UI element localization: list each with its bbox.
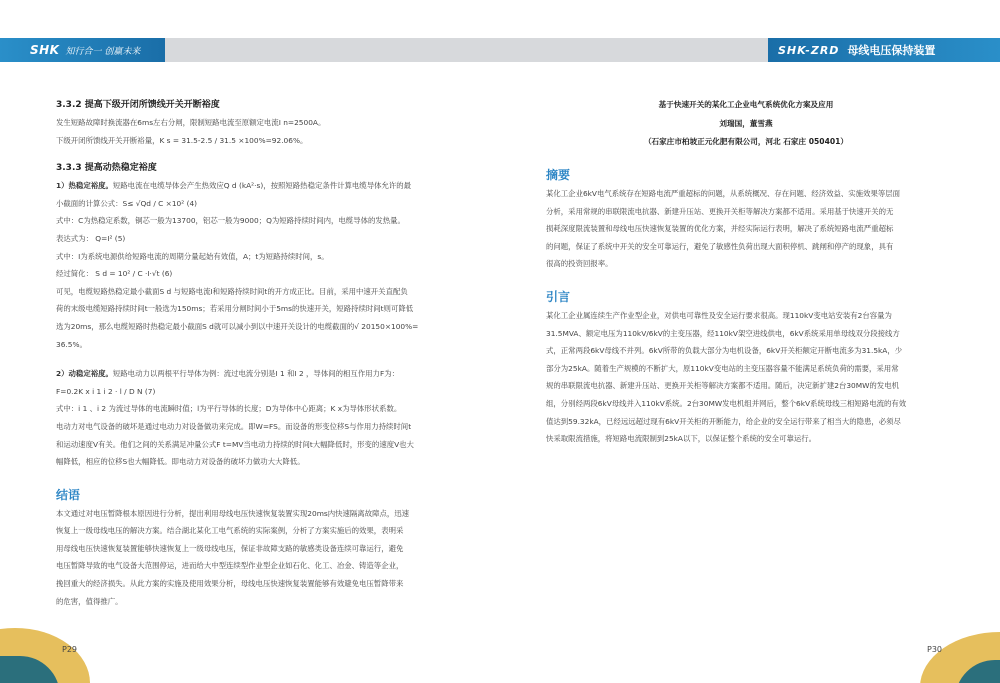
paragraph: 幅降低，相应的位移S也大幅降低。即电动力对设备的破坏力做功大大降低。 (56, 457, 305, 467)
section-3-3-3-title: 3.3.3 提高动热稳定裕度 (56, 163, 157, 174)
paragraph: 挽回重大的经济损失。从此方案的实施及使用效果分析，母线电压快速恢复装置能够有效避免电压暂降带来 (56, 579, 404, 589)
paragraph: 下级开闭所馈线开关开断裕量，K s = 31.5-2.5 / 31.5 ×100%=92.06%。 (56, 135, 308, 145)
product-logo: SHK-ZRD (778, 43, 840, 57)
paragraph: 可见，电缆短路热稳定最小截面S d 与短路电流I和短路持续时间t的开方成正比。目前，采用中速开关直配负 (56, 286, 408, 296)
paragraph: 本文通过对电压暂降根本原因进行分析，提出利用母线电压快速恢复装置实现20ms内快速隔离故障点，迅速 (56, 508, 410, 518)
paragraph: 快采取限流措施，将短路电流限制到25kA以下，以保证整个系统的安全可靠运行。 (546, 434, 817, 444)
header-right-banner (768, 38, 1000, 62)
header-gray-bar-left (165, 38, 500, 62)
paragraph: 式中：I为系统电源供给短路电流的周期分量起始有效值，A；t为短路持续时间，s。 (56, 251, 329, 261)
paragraph: 小截面的计算公式：S≤ √Qd / C ×10² (4) (56, 198, 198, 208)
thermal-label: 1）热稳定裕度。 (56, 181, 113, 191)
paragraph: 发生短路故障时换流器在6ms左右分闸，限制短路电流至原额定电流I n=2500A。 (56, 118, 326, 127)
abstract-title: 摘要 (546, 168, 571, 182)
right-page-column (546, 98, 946, 448)
paragraph: 某化工企业6kV电气系统存在短路电流严重超标的问题，从系统概况、存在问题、经济效益、实施效果等层面 (546, 189, 901, 198)
header-gray-bar-right (500, 38, 768, 62)
paragraph: 用母线电压快速恢复装置能够快速恢复上一级母线电压，保证非故障支路的敏感类设备连续可靠运行，避免 (56, 543, 404, 553)
paragraph (56, 177, 456, 195)
introduction-title: 引言 (546, 289, 571, 304)
paragraph: 荷的末级电缆短路持续时间t一般选为150ms；若采用分闸时间小于5ms的快速开关，短路持续时间t则可降低 (56, 304, 414, 314)
paragraph (56, 365, 456, 383)
paragraph: 部分为25kA。随着生产规模的不断扩大，原110kV变电站的主变压器容量不能满足系统负荷的需要，采用常 (546, 363, 899, 373)
paragraph: 和运动速度V有关。他们之间的关系满足冲量公式F t=MV当电动力持续的时间t大幅降低时，形变的速度V也大 (56, 439, 414, 449)
left-page-column (56, 98, 456, 610)
header-left-banner (0, 38, 165, 62)
conclusion-title: 结语 (56, 487, 81, 502)
section-3-3-2-title: 3.3.2 提高下级开闭所馈线开关开断裕度 (56, 100, 220, 110)
paragraph: 选为20ms，那么电缆短路时热稳定最小截面S d就可以减小到以中速开关设计的电缆截面的√ 20150×100%= (56, 321, 419, 331)
dynamic-label: 2）动稳定裕度。 (56, 369, 113, 379)
paragraph: F=0.2K x i 1 i 2 · l / D N (7) (56, 386, 156, 396)
text: 短路电流在电缆导体会产生热效应Q d (kA²·s)，按照短路热稳定条件计算电缆导体允许的最 (112, 181, 412, 191)
paragraph: 表达式为： Q=I² (5) (56, 233, 126, 243)
paper-authors: 刘瑞国，董雪燕 (719, 119, 773, 128)
paragraph: 某化工企业属连续生产作业型企业，对供电可靠性及安全运行要求很高。现110kV变电站安装有2台容量为 (546, 310, 892, 320)
page-number-right: P30 (927, 645, 943, 654)
paragraph: 规的串联限流电抗器、新建升压站、更换开关柜等解决方案都不适用。随后，决定新扩建2台30MW的发电机 (546, 381, 899, 391)
paragraph: 的问题，保证了系统中开关的安全可靠运行，避免了敏感性负荷出现大面积停机、跳闸和停产的现象，具有 (546, 241, 894, 251)
paragraph: 式中：i 1 、i 2 为流过导体的电流瞬时值；l为平行导体的长度；D为导体中心距离；K x为导体形状系数。 (56, 404, 402, 414)
paragraph: 很高的投资回报率。 (546, 259, 613, 269)
paper-title: 基于快速开关的某化工企业电气系统优化方案及应用 (658, 100, 834, 109)
paragraph: 恢复上一级母线电压的解决方案。结合湖北某化工电气系统的实际案例，分析了方案实施后的效果，表明采 (56, 526, 404, 536)
brand-slogan: 知行合一 创赢未来 (65, 46, 141, 57)
product-name: 母线电压保持装置 (847, 44, 936, 57)
brand-logo: SHK (30, 43, 60, 57)
paragraph: 式中：C为热稳定系数，铜芯一般为13700，铝芯一般为9000；Q为短路持续时间内，电缆导体的发热量。 (56, 216, 405, 226)
paragraph: 电动力对电气设备的破坏是通过电动力对设备做功来完成。即W=FS。而设备的形变位移S与作用力持续时间t (56, 421, 412, 431)
page-number-left: P29 (62, 645, 78, 654)
paragraph: 电压暂降导致的电气设备大范围停运，进而给大中型连续型作业型企业如石化、化工、冶金、铸造等企业， (56, 561, 404, 571)
paper-affiliation: （石家庄市柏坡正元化肥有限公司，河北 石家庄 050401） (643, 137, 849, 146)
paragraph: 损耗深度限流装置和母线电压快速恢复装置的优化方案，并经实际运行表明，解决了系统短路电流严重超标 (546, 224, 894, 234)
paragraph: 的危害，值得推广。 (56, 596, 123, 606)
paragraph: 式，正常两段6kV母线不并列。6kV所带的负载大部分为电机设备，6kV开关柜额定开断电流多为31.5kA，少 (546, 346, 903, 356)
paragraph: 经过简化： S d = 10² / C ·I·√t (6) (56, 269, 173, 279)
paragraph: 值达到59.32kA，已经远远超过现有6kV开关柜的开断能力，给企业的安全运行带来了相当大的隐患，必须尽 (546, 416, 901, 426)
paragraph: 31.5MVA、额定电压为110kV/6kV的主变压器，经110kV架空进线供电，6kV系统采用单母线双分段接线方 (546, 328, 900, 338)
paragraph: 分析，采用常规的串联限流电抗器、新建升压站、更换开关柜等解决方案都不适用。采用基于快速开关的无 (546, 206, 894, 216)
text: 短路电动力以两根平行导体为例：流过电流分别是I 1 和I 2 ，导体间的相互作用力F为： (112, 369, 399, 379)
paragraph: 组，分别经两段6kV母线并入110kV系统。2台30MW发电机组并网后，整个6kV系统母线三相短路电流的有效 (546, 398, 907, 408)
paragraph: 36.5%。 (56, 339, 87, 349)
